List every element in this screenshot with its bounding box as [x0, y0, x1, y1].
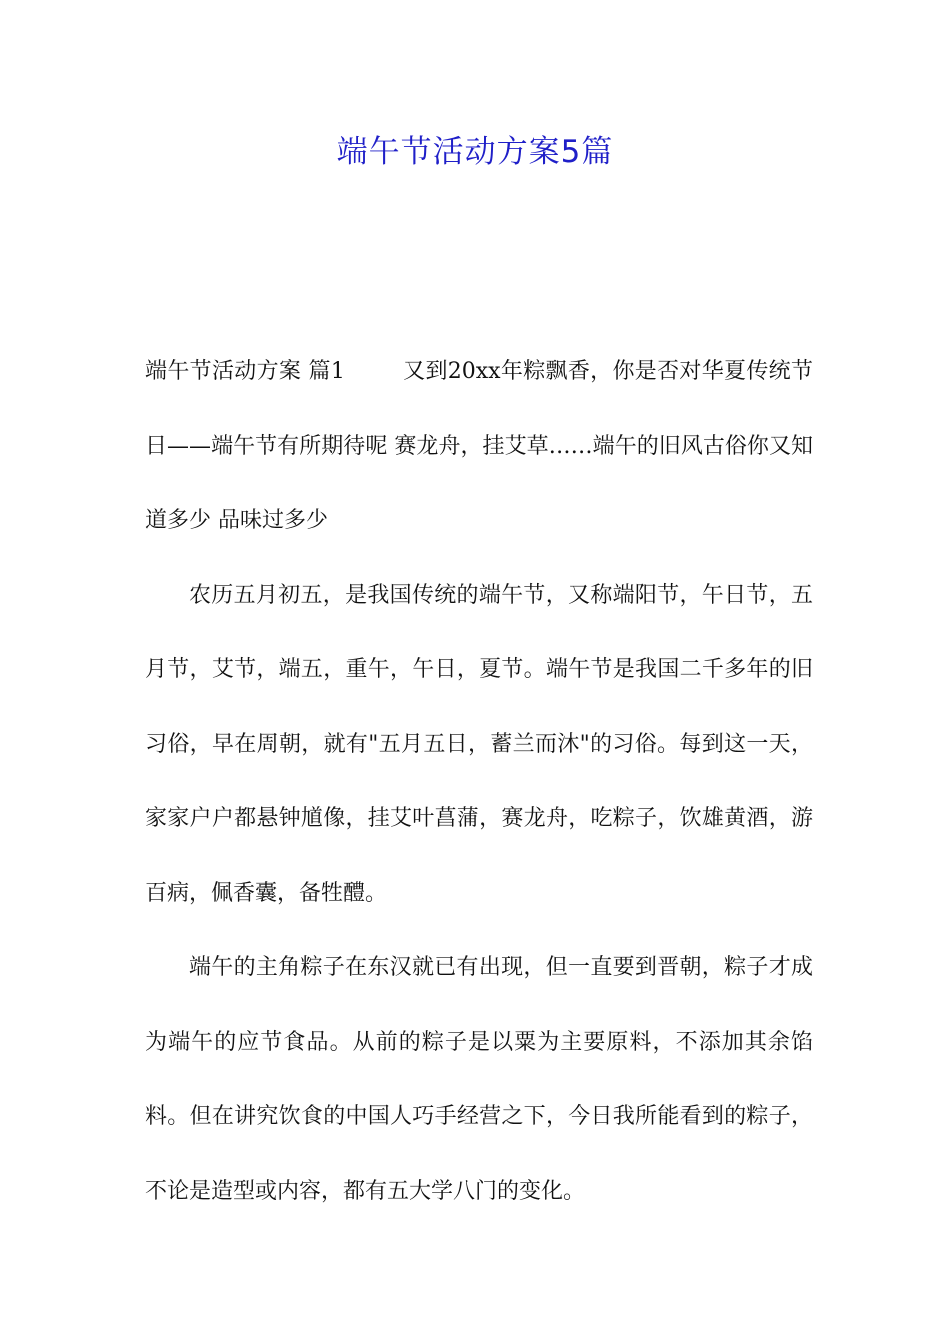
document-body — [145, 335, 813, 1229]
document-title: 端午节活动方案5篇 — [336, 134, 614, 170]
paragraph-1 — [145, 335, 813, 559]
paragraph-3: 端午的主角粽子在东汉就已有出现，但一直要到晋朝，粽子才成为端午的应节食品。从前的粽子是以粟为主要原料，不添加其余馅料。但在讲究饮食的中国人巧手经营之下，今日我所能看到的粽子，不论是造型或内容，都有五大学八门的变化。 — [145, 955, 813, 1204]
section-heading: 端午节活动方案 篇1 — [145, 359, 345, 384]
paragraph-1-text: 又到20xx年粽飘香，你是否对华夏传统节日——端午节有所期待呢 赛龙舟，挂艾草……端午的旧风古俗你又知道多少 品味过多少 — [145, 359, 813, 533]
paragraph-2: 农历五月初五，是我国传统的端午节，又称端阳节，午日节，五月节，艾节，端五，重午，午日，夏节。端午节是我国二千多年的旧习俗，早在周朝，就有"五月五日，蓄兰而沐"的习俗。每到这一天，家家户户都悬钟馗像，挂艾叶菖蒲，赛龙舟，吃粽子，饮雄黄酒，游百病，佩香囊，备牲醴。 — [145, 582, 813, 906]
